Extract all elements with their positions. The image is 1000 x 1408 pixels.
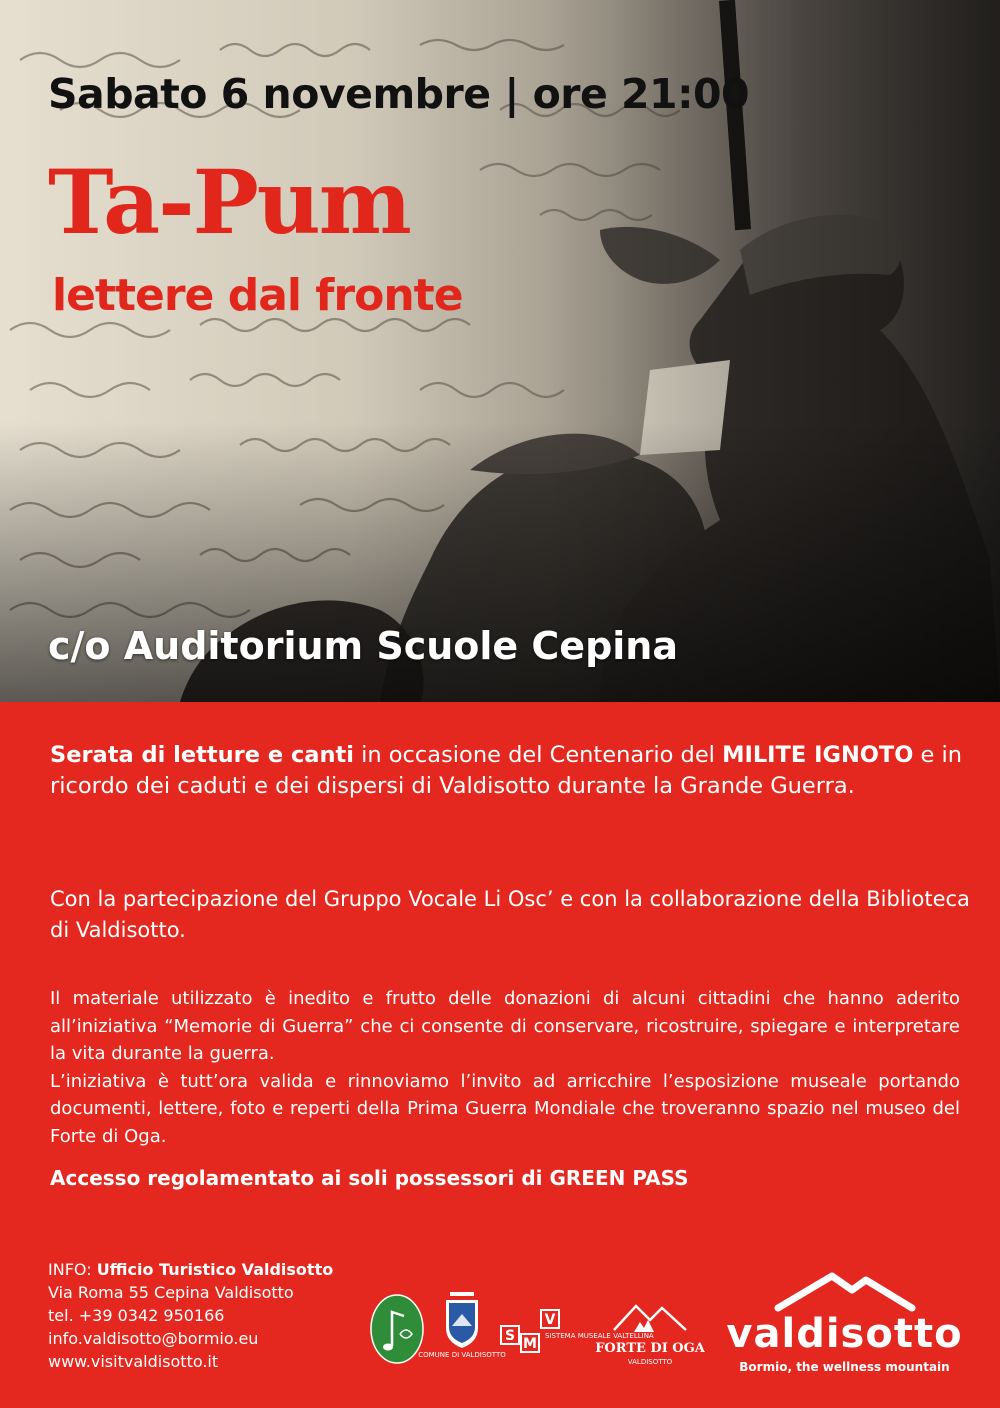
info-office-line <box>48 1258 333 1281</box>
smv-letter-m: M <box>523 1336 537 1352</box>
li-osc-logo <box>370 1294 424 1368</box>
intro-paragraph <box>50 740 970 802</box>
event-subtitle: lettere dal fronte <box>52 270 463 321</box>
info-office: Ufficio Turistico Valdisotto <box>96 1260 334 1279</box>
hero-photo <box>0 0 1000 702</box>
intro-text-b: e in ricordo dei caduti e dei dispersi di Valdisotto durante la Grande Guerra. <box>50 742 963 799</box>
info-label: INFO: <box>48 1260 97 1279</box>
participation-paragraph: Con la partecipazione del Gruppo Vocale Li Osc’ e con la collaborazione della Biblioteca di Valdisotto. <box>50 887 970 942</box>
info-email[interactable]: info.valdisotto@bormio.eu <box>48 1329 259 1348</box>
info-phone[interactable]: tel. +39 0342 950166 <box>48 1306 225 1325</box>
intro-bold-mid: MILITE IGNOTO <box>722 742 914 768</box>
material-line-1: Il materiale utilizzato è inedito e frutto delle donazioni di alcuni cittadini che hanno aderito all’iniziativa “Memorie di Guerra” che ci consente di conservare, ricostruire, spiegare e interpretare la vita durante la guerra. <box>50 988 960 1064</box>
access-note: Accesso regolamentato ai soli possessori di GREEN PASS <box>50 1166 689 1190</box>
smv-letter-v: V <box>544 1312 556 1328</box>
valdisotto-logo <box>722 1268 967 1374</box>
comune-caption: COMUNE DI VALDISOTTO <box>418 1351 506 1359</box>
mountain-icon <box>770 1268 920 1314</box>
smv-letter-s: S <box>504 1328 516 1344</box>
event-title: Ta-Pum <box>48 150 410 254</box>
intro-bold-start: Serata di letture e canti <box>50 742 354 768</box>
forte-word: FORTE DI OGA <box>595 1341 705 1356</box>
forte-caption: VALDISOTTO <box>627 1358 673 1366</box>
info-website[interactable]: www.visitvaldisotto.it <box>48 1352 219 1371</box>
mountain-icon <box>614 1306 686 1332</box>
valdisotto-word: valdisotto <box>726 1311 963 1357</box>
valdisotto-tagline: Bormio, the wellness mountain <box>739 1360 950 1374</box>
material-paragraph <box>50 985 960 1150</box>
info-address: Via Roma 55 Cepina Valdisotto <box>48 1283 294 1302</box>
material-line-2: L’iniziativa è tutt’ora valida e rinnoviamo l’invito ad arricchire l’esposizione museale portando documenti, lettere, foto e reperti della Prima Guerra Mondiale che troveranno spazio nel museo del Forte di Oga. <box>50 1070 960 1147</box>
coat-of-arms-icon <box>446 1292 478 1348</box>
intro-text-a: in occasione del Centenario del <box>353 742 723 768</box>
comune-logo <box>418 1286 506 1370</box>
event-venue: c/o Auditorium Scuole Cepina <box>48 624 679 668</box>
smv-caption: SISTEMA MUSEALE VALTELLINA <box>545 1332 654 1340</box>
event-date: Sabato 6 novembre | ore 21:00 <box>48 70 750 118</box>
info-block <box>48 1258 333 1373</box>
